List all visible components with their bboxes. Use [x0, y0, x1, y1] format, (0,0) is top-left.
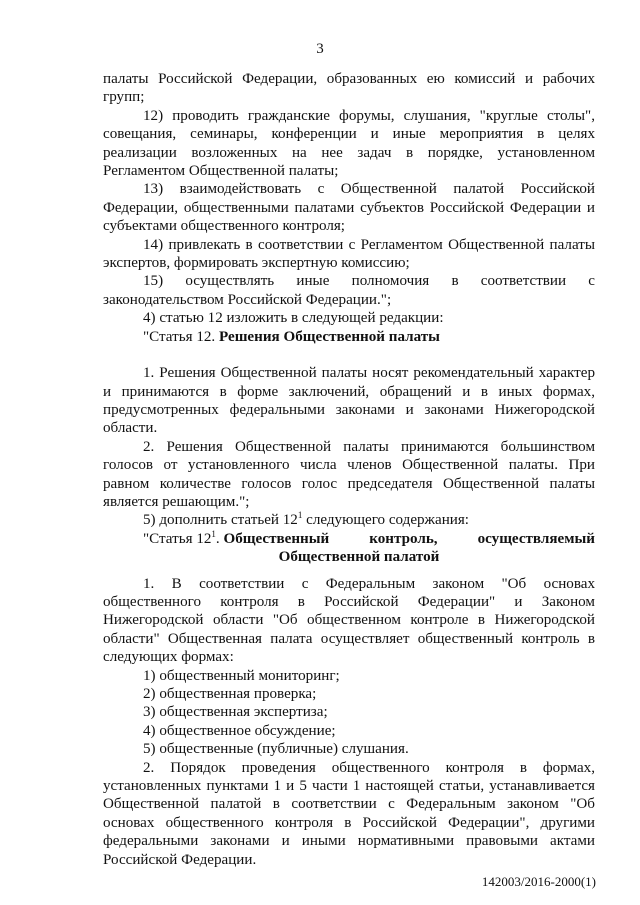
paragraph-item-14: 14) привлекать в соответствии с Регламентом Общественной палаты экспертов, формировать экспертную комиссию;: [103, 236, 595, 272]
article-12-1-title-word-3: осуществляемый: [477, 530, 595, 547]
paragraph-item-13: 13) взаимодействовать с Общественной палатой Российской Федерации, общественными палатами субъектов Российской Федерации и субъектами общественного контроля;: [103, 181, 595, 235]
article-12-title: Решения Общественной палаты: [218, 328, 440, 345]
article-12-1-prefix: [103, 530, 329, 548]
article-12-1-title-word-1: Общественный: [223, 530, 330, 547]
paragraph-continuation: палаты Российской Федерации, образованных ею комиссий и рабочих групп;: [103, 71, 595, 106]
document-body: [103, 70, 595, 869]
article-12-1-label: "Статья 12: [143, 530, 212, 547]
paragraph-item-4-amend: 4) статью 12 изложить в следующей редакции:: [143, 310, 444, 327]
item5-sup: 1: [297, 510, 303, 521]
paragraph-item-15: 15) осуществлять иные полномочия в соответствии с законодательством Российской Федерации.";: [103, 273, 595, 308]
article-12-1-form-4: 4) общественное обсуждение;: [143, 722, 336, 739]
article-12-1-form-1: 1) общественный мониторинг;: [143, 667, 340, 684]
article-12-paragraph-2: 2. Решения Общественной палаты принимаются большинством голосов от установленного числа членов Общественной палаты. При равном количестве голосов голос председателя Общественной палаты является решающим.";: [103, 438, 595, 510]
document-code: 142003/2016-2000(1): [481, 874, 596, 889]
article-12-1-title-word-2: контроль,: [369, 530, 438, 547]
page-number: 3: [316, 41, 324, 57]
article-12-paragraph-1: 1. Решения Общественной палаты носят рекомендательный характер и принимаются в форме заключений, обращений и в иных формах, предусмотренных федеральными законами и законами Нижегородской области.: [103, 365, 595, 437]
article-12-1-sup: 1: [211, 528, 216, 539]
article-12-1-heading-line2: Общественной палатой: [278, 549, 440, 566]
article-12-1-form-2: 2) общественная проверка;: [143, 686, 317, 702]
paragraph-item-12: 12) проводить гражданские форумы, слушания, "круглые столы", совещания, семинары, конференции и иные мероприятия в целях реализации возложенных на нее задач в порядке, установленном Регламентом Общественной палаты;: [103, 107, 595, 180]
article-12-1-paragraph-2: 2. Порядок проведения общественного контроля в формах, установленных пунктами 1 и 5 части 1 настоящей статьи, устанавливается Общественной палатой в соответствии с Федеральным законом "Об основах общественного контроля в Российской Федерации", другими федеральными законами и иными нормативными правовыми актами Российской Федерации.: [103, 759, 595, 868]
article-12-1-heading: [103, 530, 595, 548]
article-12-1-form-3: 3) общественная экспертиза;: [143, 704, 328, 721]
item5-after: следующего содержания:: [302, 512, 469, 529]
article-12-prefix: "Статья 12.: [143, 328, 219, 345]
spacer: [103, 346, 595, 364]
article-12-1-paragraph-1: 1. В соответствии с Федеральным законом "Об основах общественного контроля в Российской Федерации" и Законом Нижегородской области "Об общественном контроле в Нижегородской области" Общественная палата осуществляет общественный контроль в следующих формах:: [103, 575, 595, 666]
spacer: [103, 567, 595, 575]
paragraph-item-5-amend: [103, 511, 595, 529]
article-12-heading: [103, 328, 595, 346]
article-12-1-form-5: 5) общественные (публичные) слушания.: [143, 741, 409, 758]
article-12-1-dot: .: [215, 530, 220, 547]
item5-before: 5) дополнить статьей 12: [143, 512, 298, 529]
